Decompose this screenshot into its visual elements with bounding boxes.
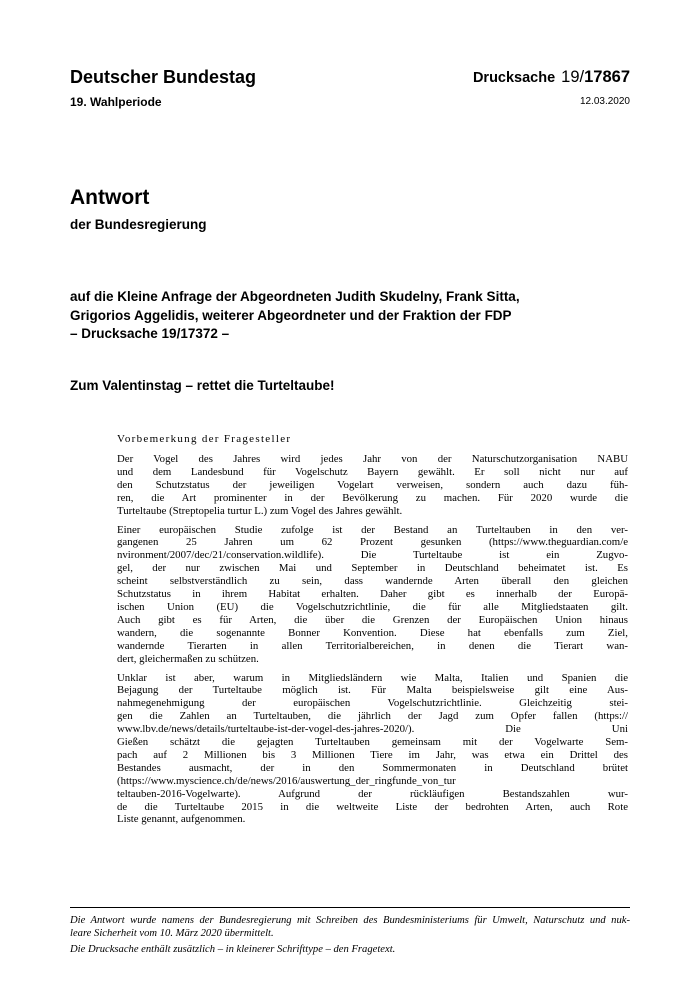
text-line: Einer europäischen Studie zufolge ist der Bestand an Turteltauben in den ver- xyxy=(117,523,628,536)
document-type: Antwort xyxy=(70,186,150,209)
text-line: nvironment/2007/dec/21/conservation.wildlife). Die Turteltaube ist ein Zugvo- xyxy=(117,549,628,562)
inquiry-line: auf die Kleine Anfrage der Abgeordneten Judith Skudelny, Frank Sitta, xyxy=(70,289,520,304)
text-line: gel, der nur zwischen Mai und September in Deutschland beheimatet ist. Es xyxy=(117,562,628,575)
paragraph xyxy=(117,524,628,666)
text-line: und dem Landesbund für Vogelschutz Bayern gewählt. Er soll nicht nur auf xyxy=(117,465,628,478)
text-line: Turteltaube (Streptopelia turtur L.) zum Vogel des Jahres gewählt. xyxy=(117,504,403,517)
text-line: Der Vogel des Jahres wird jedes Jahr von der Naturschutzorganisation NABU xyxy=(117,453,628,465)
text-line: dert, gleichermaßen zu schützen. xyxy=(117,652,259,665)
document-issuer: der Bundesregierung xyxy=(70,217,207,232)
preliminary-remarks xyxy=(117,433,628,832)
text-line: Auch gibt es für Arten, die über die Grenzen der Europäischen Union hinaus xyxy=(117,613,628,626)
drucksache-id: 17867 xyxy=(584,68,630,86)
text-line: Gießen schätzt die gejagten Turteltauben gemeinsam mit der Vogelwarte Sem- xyxy=(117,736,628,749)
text-line: gen die Zahlen an Turteltauben, die jährlich der Jagd zum Opfer fallen (https:// xyxy=(117,710,628,723)
inquiry-line: – Drucksache 19/17372 – xyxy=(70,326,230,341)
parliament-title: Deutscher Bundestag xyxy=(70,67,257,87)
text-line: wandernde Tierarten in allen Territorialbereichen, in denen die Tierart wan- xyxy=(117,639,628,652)
text-line: ischen Union (EU) die Vogelschutzrichtlinie, die für alle Mitgliedstaaten gilt. xyxy=(117,600,628,613)
inquiry-reference xyxy=(70,288,630,344)
drucksache-number xyxy=(473,67,630,88)
text-line: Bestandes ausmacht, der in den Sommermonaten in Deutschland brütet xyxy=(117,761,628,774)
text-line: Liste genannt, aufgenommen. xyxy=(117,813,246,826)
footer-notes xyxy=(70,914,630,957)
inquiry-line: Grigorios Aggelidis, weiterer Abgeordneter und der Fraktion der FDP xyxy=(70,307,512,323)
text-line: ren, die Art prominenter in der Bevölkerung zu machen. Für 2020 wurde die xyxy=(117,491,628,504)
text-line: de die Turteltaube 2015 in die weltweite Liste der bedrohten Arten, auch Rote xyxy=(117,800,628,813)
electoral-period: 19. Wahlperiode xyxy=(70,95,162,109)
text-line: den Schutzstatus der jeweiligen Vogelart verweisen, sondern auch dazu füh- xyxy=(117,478,628,491)
text-line: nahmegenehmigung der europäischen Vogelschutzrichtlinie. Gleichzeitig stei- xyxy=(117,697,628,710)
footer-divider xyxy=(70,907,630,908)
footer-note-line: leare Sicherheit vom 10. März 2020 übermittelt. xyxy=(70,928,274,940)
text-line: gangenen 25 Jahren um 62 Prozent gesunken (https://www.theguardian.com/e xyxy=(117,536,628,549)
text-line: (https://www.myscience.ch/de/news/2016/auswertung_der_ringfunde_von_tur xyxy=(117,774,456,787)
text-line: Unklar ist aber, warum in Mitgliedsländern wie Malta, Italien und Spanien die xyxy=(117,671,628,684)
document-header xyxy=(70,66,630,116)
text-line: scheint selbstverständlich zu sein, dass wandernde Arten überall den gleichen xyxy=(117,575,628,588)
drucksache-label: Drucksache xyxy=(472,70,556,86)
document-date: 12.03.2020 xyxy=(579,96,630,107)
footer-note-line: Die Drucksache enthält zusätzlich – in kleinerer Schrifttype – den Fragetext. xyxy=(70,944,396,956)
inquiry-topic: Zum Valentinstag – rettet die Turteltaube! xyxy=(70,378,335,393)
text-line: www.lbv.de/news/details/turteltaube-ist-der-vogel-des-jahres-2020/). Die Uni xyxy=(117,723,628,736)
text-line: pach auf 2 Millionen bis 3 Millionen Tiere im Jahr, was etwa ein Drittel des xyxy=(117,748,628,761)
drucksache-prefix: 19/ xyxy=(561,68,585,86)
text-line: Bejagung der Turteltaube möglich ist. Für Malta beispielsweise gilt eine Aus- xyxy=(117,684,628,697)
text-line: Schutzstatus in ihrem Habitat erhalten. Daher gibt es innerhalb der Europä- xyxy=(117,588,628,601)
section-title: Vorbemerkung der Fragesteller xyxy=(117,433,292,445)
text-line: wandern, die sogenannte Bonner Konvention. Diese hat ebenfalls zum Ziel, xyxy=(117,626,628,639)
paragraph xyxy=(117,453,628,518)
text-line: teltauben-2016-Vogelwarte). Aufgrund der rückläufigen Bestandszahlen wur- xyxy=(117,787,628,800)
paragraph xyxy=(117,672,628,827)
footer-note-line: Die Antwort wurde namens der Bundesregierung mit Schreiben des Bundesministeriums für Umwelt, Naturschutz und nuk- xyxy=(70,915,630,926)
